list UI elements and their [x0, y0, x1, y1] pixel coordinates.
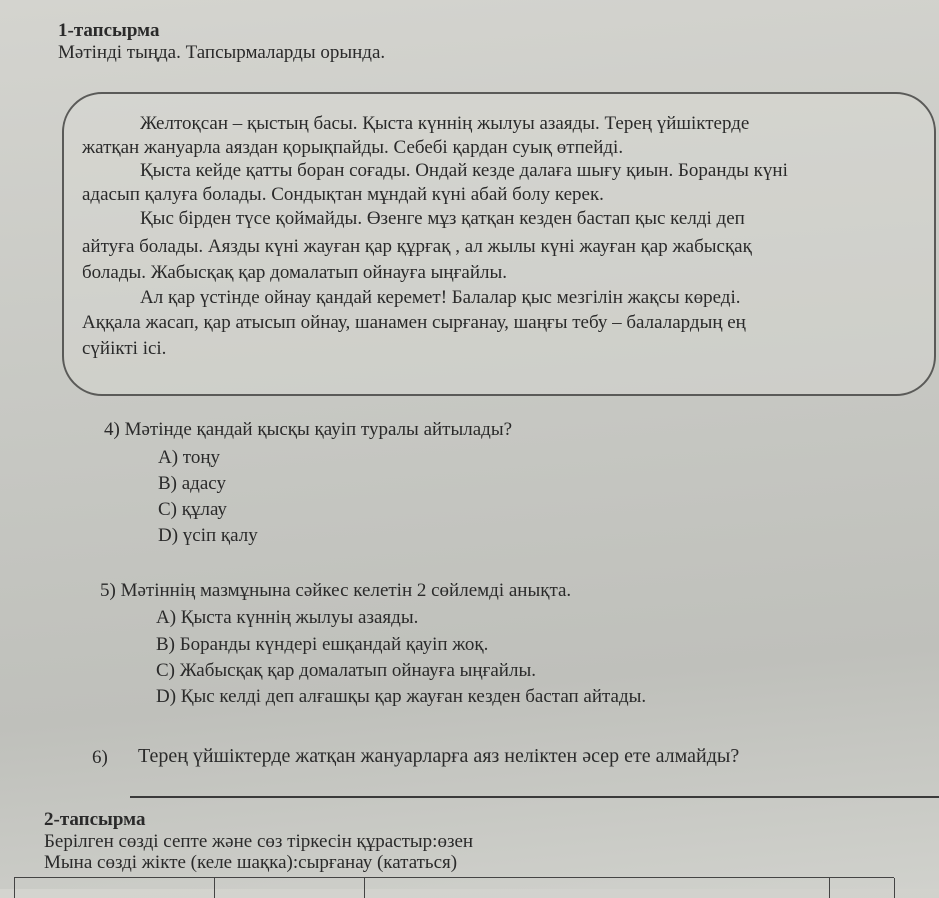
text-line: жатқан жануарла аяздан қорықпайды. Себебі қардан суық өтпейді. [82, 137, 624, 158]
text-line: Қыста кейде қатты боран соғады. Ондай кезде далаға шығу қиын. Боранды күні [140, 160, 788, 181]
task2-title: 2-тапсырма [44, 809, 146, 830]
table-cell [14, 878, 15, 898]
q4-option-a: A) тоңу [158, 447, 221, 468]
task2-line2: Мына сөзді жікте (келе шақка):сырғанау (кататься) [44, 852, 458, 873]
task1-title: 1-тапсырма [58, 20, 160, 41]
task2-line1: Берілген сөзді септе және сөз тіркесін құрастыр:өзен [44, 831, 474, 852]
q5-option-a: A) Қыста күннің жылуы азаяды. [156, 607, 419, 628]
table-cell [829, 878, 830, 898]
q4-option-c: C) құлау [158, 499, 227, 520]
table-cell [894, 878, 895, 898]
answer-line [130, 796, 939, 798]
text-line: болады. Жабысқақ қар домалатып ойнауға ыңғайлы. [82, 262, 507, 283]
table-cell [214, 878, 215, 898]
q4-option-b: B) адасу [158, 473, 226, 494]
text-line: Ал қар үстінде ойнау қандай керемет! Балалар қыс мезгілін жақсы көреді. [140, 287, 741, 308]
question-6: Терең үйшіктерде жатқан жануарларға аяз неліктен әсер ете алмайды? [138, 745, 740, 767]
text-line: Аққала жасап, қар атысып ойнау, шанамен сырғанау, шаңғы тебу – балалардың ең [82, 312, 746, 333]
text-line: адасып қалуға болады. Сондықтан мұндай күні абай болу керек. [82, 184, 604, 205]
question-5: 5) Мәтіннің мазмұнына сәйкес келетін 2 сөйлемді анықта. [100, 580, 572, 601]
q4-option-d: D) үсіп қалу [158, 525, 258, 546]
text-line: Желтоқсан – қыстың басы. Қыста күннің жылуы азаяды. Терең үйшіктерде [140, 113, 750, 134]
text-line: айтуға болады. Аязды күні жауған қар құрғақ , ал жылы күні жауған қар жабысқақ [82, 236, 752, 257]
question-4: 4) Мәтінде қандай қысқы қауіп туралы айтылады? [104, 419, 513, 440]
q5-option-c: C) Жабысқақ қар домалатып ойнауға ыңғайлы. [156, 660, 536, 681]
text-line: Қыс бірден түсе қоймайды. Өзенге мұз қатқан кезден бастап қыс келді деп [140, 208, 745, 229]
q5-option-b: B) Боранды күндері ешқандай қауіп жоқ. [156, 634, 489, 655]
task1-instruction: Мәтінді тыңда. Тапсырмаларды орында. [58, 42, 386, 63]
q5-option-d: D) Қыс келді деп алғашқы қар жауған кезден бастап айтады. [156, 686, 647, 707]
table-cell [364, 878, 365, 898]
text-line: сүйікті ісі. [82, 338, 167, 359]
question-6-number: 6) [92, 747, 108, 768]
answer-table [14, 877, 894, 898]
